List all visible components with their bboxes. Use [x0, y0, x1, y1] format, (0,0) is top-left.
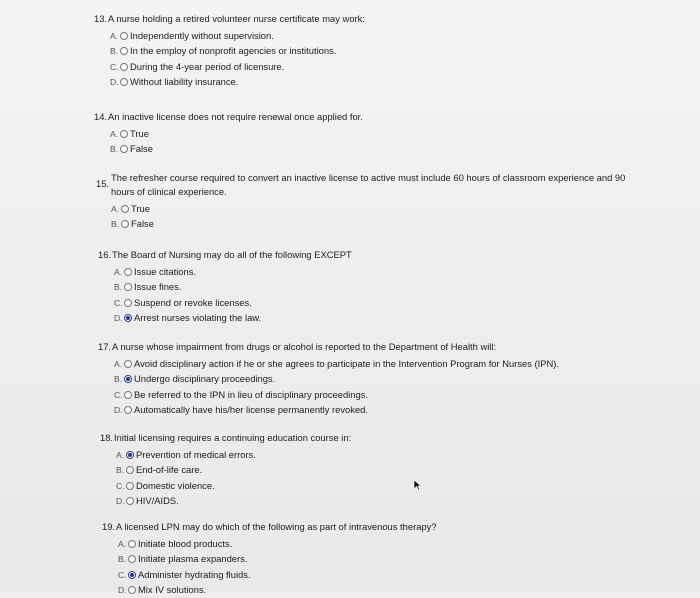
options — [110, 28, 365, 90]
option-letter: D. — [114, 311, 124, 325]
option-letter: B. — [118, 552, 128, 566]
question-17 — [98, 340, 559, 418]
option-label: Mix IV solutions. — [138, 583, 206, 597]
options — [118, 536, 437, 598]
option-b[interactable] — [111, 217, 625, 233]
option-letter: C. — [114, 388, 124, 402]
option-letter: A. — [114, 265, 124, 279]
option-label: Automatically have his/her license permanently revoked. — [134, 403, 368, 417]
option-letter: A. — [110, 127, 120, 141]
radio-button[interactable] — [128, 555, 136, 563]
question-number: 15. — [96, 178, 109, 189]
radio-button[interactable] — [124, 268, 132, 276]
question-number: 18. — [100, 432, 113, 443]
option-letter: A. — [118, 537, 128, 551]
option-letter: B. — [114, 280, 124, 294]
radio-button-selected[interactable] — [126, 451, 134, 459]
radio-button[interactable] — [120, 32, 128, 40]
question-text-line2: hours of clinical experience. — [111, 185, 625, 199]
mouse-cursor-icon — [413, 479, 423, 491]
option-label: Be referred to the IPN in lieu of disciplinary proceedings. — [134, 388, 368, 402]
option-label: Administer hydrating fluids. — [138, 568, 251, 582]
option-b[interactable] — [110, 44, 365, 60]
option-letter: C. — [116, 479, 126, 493]
option-d[interactable] — [114, 403, 559, 419]
radio-button[interactable] — [120, 63, 128, 71]
option-letter: B. — [114, 372, 124, 386]
option-label: True — [131, 202, 150, 216]
option-a[interactable] — [118, 536, 437, 552]
options — [116, 447, 351, 509]
option-c[interactable] — [114, 295, 352, 311]
option-c[interactable] — [114, 387, 559, 403]
option-a[interactable] — [110, 28, 365, 44]
option-letter: D. — [116, 494, 126, 508]
option-label: False — [130, 142, 153, 156]
option-b[interactable] — [116, 463, 351, 479]
question-19 — [102, 520, 437, 598]
option-label: In the employ of nonprofit agencies or institutions. — [130, 44, 336, 58]
option-label: Avoid disciplinary action if he or she agrees to participate in the Intervention Program for Nurses (IPN). — [134, 357, 559, 371]
radio-button[interactable] — [120, 130, 128, 138]
option-b[interactable] — [118, 552, 437, 568]
question-text: A nurse whose impairment from drugs or alcohol is reported to the Department of Health will: — [112, 341, 496, 352]
options — [110, 126, 363, 157]
question-text: A licensed LPN may do which of the following as part of intravenous therapy? — [116, 521, 437, 532]
options — [111, 201, 625, 232]
option-label: Undergo disciplinary proceedings. — [134, 372, 275, 386]
option-label: Initiate blood products. — [138, 537, 232, 551]
option-label: Arrest nurses violating the law. — [134, 311, 261, 325]
radio-button[interactable] — [124, 360, 132, 368]
option-c[interactable] — [118, 567, 437, 583]
options — [114, 264, 352, 326]
option-letter: D. — [114, 403, 124, 417]
option-label: Suspend or revoke licenses. — [134, 296, 252, 310]
option-letter: D. — [118, 583, 128, 597]
radio-button-selected[interactable] — [124, 314, 132, 322]
option-letter: A. — [111, 202, 121, 216]
option-letter: A. — [114, 357, 124, 371]
question-number: 14. — [94, 111, 107, 122]
option-d[interactable] — [110, 75, 365, 91]
option-label: Independently without supervision. — [130, 29, 274, 43]
radio-button[interactable] — [128, 540, 136, 548]
option-d[interactable] — [114, 311, 352, 327]
radio-button[interactable] — [126, 466, 134, 474]
option-label: Prevention of medical errors. — [136, 448, 256, 462]
radio-button[interactable] — [121, 205, 129, 213]
question-number: 17. — [98, 341, 111, 352]
radio-button[interactable] — [120, 78, 128, 86]
option-a[interactable] — [111, 201, 625, 217]
option-letter: A. — [110, 29, 120, 43]
option-label: Issue fines. — [134, 280, 181, 294]
radio-button[interactable] — [124, 283, 132, 291]
options — [114, 356, 559, 418]
option-b[interactable] — [114, 280, 352, 296]
option-label: False — [131, 217, 154, 231]
radio-button[interactable] — [124, 406, 132, 414]
question-number: 13. — [94, 13, 107, 24]
option-a[interactable] — [114, 264, 352, 280]
option-label: HIV/AIDS. — [136, 494, 179, 508]
option-a[interactable] — [110, 126, 363, 142]
question-text: A nurse holding a retired volunteer nurse certificate may work: — [108, 13, 365, 24]
option-letter: C. — [110, 60, 120, 74]
option-letter: B. — [111, 217, 121, 231]
option-letter: D. — [110, 75, 120, 89]
option-letter: C. — [118, 568, 128, 582]
option-d[interactable] — [118, 583, 437, 598]
option-label: True — [130, 127, 149, 141]
radio-button[interactable] — [124, 391, 132, 399]
option-b[interactable] — [110, 142, 363, 158]
radio-button[interactable] — [124, 299, 132, 307]
radio-button-selected[interactable] — [128, 571, 136, 579]
option-letter: C. — [114, 296, 124, 310]
option-letter: B. — [110, 44, 120, 58]
option-c[interactable] — [110, 59, 365, 75]
option-label: Domestic violence. — [136, 479, 215, 493]
radio-button[interactable] — [121, 220, 129, 228]
option-label: End-of-life care. — [136, 463, 202, 477]
option-letter: A. — [116, 448, 126, 462]
radio-button[interactable] — [126, 497, 134, 505]
question-text: An inactive license does not require renewal once applied for. — [108, 111, 363, 122]
radio-button[interactable] — [128, 586, 136, 594]
question-number: 16. — [98, 249, 111, 260]
option-b[interactable] — [114, 372, 559, 388]
question-text: Initial licensing requires a continuing education course in: — [114, 432, 351, 443]
question-number: 19. — [102, 521, 115, 532]
radio-button[interactable] — [120, 47, 128, 55]
option-label: Issue citations. — [134, 265, 196, 279]
option-label: During the 4-year period of licensure. — [130, 60, 284, 74]
option-c[interactable] — [116, 478, 351, 494]
radio-button-selected[interactable] — [124, 375, 132, 383]
option-label: Initiate plasma expanders. — [138, 552, 247, 566]
option-a[interactable] — [116, 447, 351, 463]
radio-button[interactable] — [126, 482, 134, 490]
question-16 — [98, 248, 352, 326]
option-a[interactable] — [114, 356, 559, 372]
option-d[interactable] — [116, 494, 351, 510]
radio-button[interactable] — [120, 145, 128, 153]
question-18 — [100, 431, 351, 509]
question-14 — [94, 110, 363, 157]
question-13 — [94, 12, 365, 90]
option-letter: B. — [110, 142, 120, 156]
question-text: The refresher course required to convert an inactive license to active must include 60 hours of classroom experience and 90 — [111, 171, 625, 185]
question-text: The Board of Nursing may do all of the following EXCEPT — [112, 249, 352, 260]
option-label: Without liability insurance. — [130, 75, 238, 89]
option-letter: B. — [116, 463, 126, 477]
question-15 — [111, 171, 625, 232]
